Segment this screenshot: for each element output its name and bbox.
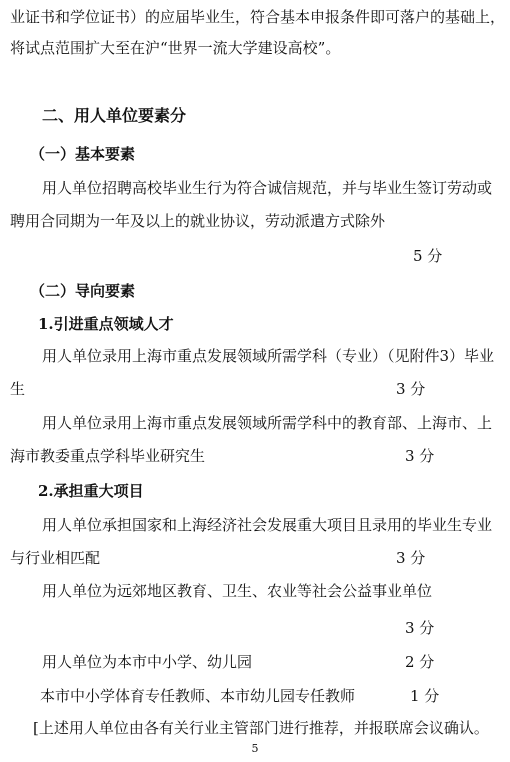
paragraph-line: 用人单位招聘高校毕业生行为符合诚信规范，并与毕业生签订劳动或 (42, 179, 493, 197)
paragraph-line: 与行业相匹配 (10, 549, 101, 567)
paragraph-line: 本市中小学体育专任教师、本市幼儿园专任教师 (40, 687, 356, 705)
paragraph-line: 海市教委重点学科毕业研究生 (10, 447, 206, 465)
score-value: 3 分 (396, 549, 426, 567)
subsection-heading: （一）基本要素 (30, 145, 136, 163)
subsection-heading: （二）导向要素 (30, 282, 136, 300)
paragraph-line: 将试点范围扩大至在沪“世界一流大学建设高校”。 (10, 39, 341, 57)
score-value: 3 分 (405, 619, 435, 637)
paragraph-line: 用人单位为远郊地区教育、卫生、农业等社会公益事业单位 (42, 582, 433, 600)
score-value: 2 分 (405, 653, 435, 671)
paragraph-line: 用人单位承担国家和上海经济社会发展重大项目且录用的毕业生专业 (42, 516, 493, 534)
paragraph-line: 生 (10, 380, 26, 398)
paragraph-line: 用人单位为本市中小学、幼儿园 (42, 653, 253, 671)
item-heading: 1.引进重点领域人才 (38, 315, 174, 333)
score-value: 5 分 (413, 247, 443, 265)
paragraph-line: 用人单位录用上海市重点发展领域所需学科（专业）（见附件3）毕业 (42, 347, 495, 365)
item-heading: 2.承担重大项目 (38, 482, 144, 500)
paragraph-line: 业证书和学位证书）的应届毕业生，符合基本申报条件即可落户的基础上， (10, 8, 506, 26)
paragraph-line: 聘用合同期为一年及以上的就业协议，劳动派遣方式除外 (10, 212, 386, 230)
score-value: 3 分 (405, 447, 435, 465)
paragraph-line: [上述用人单位由各有关行业主管部门进行推荐，并报联席会议确认。 (33, 719, 489, 737)
page-number: 5 (251, 742, 259, 755)
section-heading: 二、用人单位要素分 (42, 106, 187, 125)
paragraph-line: 用人单位录用上海市重点发展领域所需学科中的教育部、上海市、上 (42, 414, 493, 432)
score-value: 1 分 (410, 687, 440, 705)
score-value: 3 分 (396, 380, 426, 398)
